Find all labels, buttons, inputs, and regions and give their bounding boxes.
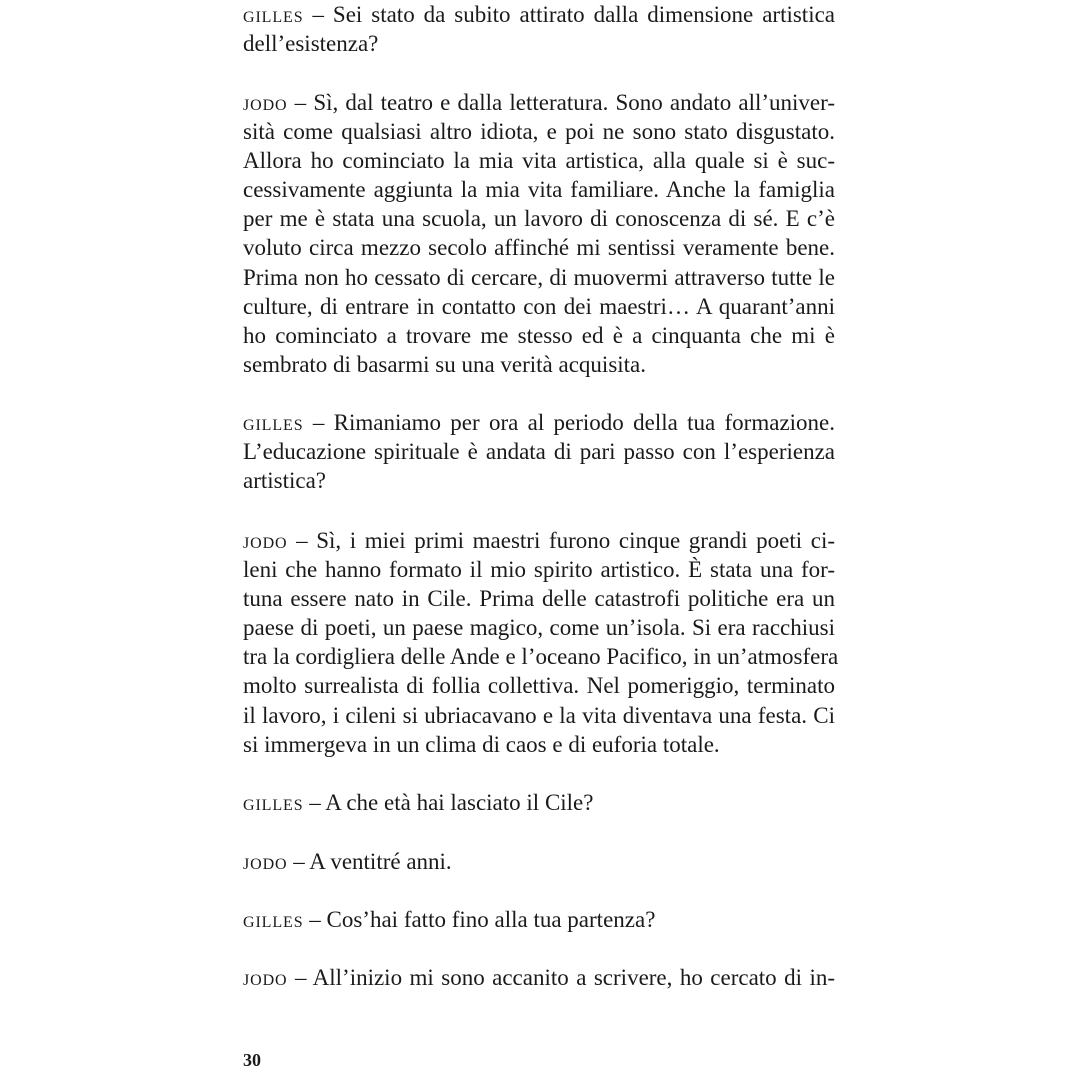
dash: – [312,2,324,27]
text-line: sembrato di basarmi su una verità acquisita. [243,351,647,377]
paragraph-text [243,788,835,817]
text-line: per me è stata una scuola, un lavoro di conoscenza di sé. E c’è [243,206,835,232]
speaker-name: jodo [243,528,288,553]
text-line: Allora ho cominciato la mia vita artistica, alla quale si è suc- [243,148,835,174]
text-line [243,788,835,817]
page-number: 30 [243,1050,261,1070]
dash: – [294,90,307,115]
text-line: sità come qualsiasi altro idiota, e poi ne sono stato disgustato. [243,119,835,145]
dialogue-paragraph [243,408,835,495]
speaker-name: gilles [243,410,304,435]
text-line: L’educazione spirituale è andata di pari passo con l’esperienza [243,439,835,465]
text-line: ho cominciato a trovare me stesso ed è a cinquanta che mi è [243,322,835,348]
dash: – [312,410,325,435]
line-text: Sì, dal teatro e dalla letteratura. Sono andato all’univer- [313,90,835,115]
line-text: Sì, i miei primi maestri furono cinque grandi poeti ci- [316,528,836,553]
speaker-name: gilles [243,2,304,27]
line-text: A ventitré anni. [309,849,452,874]
text-line: il lavoro, i cileni si ubriacavano e la vita diventava una festa. Ci [243,702,835,728]
line-text: Sei stato da subito attirato dalla dimensione artistica [332,2,836,27]
dialogue-paragraph [243,788,835,817]
paragraph-text [243,0,835,58]
speaker-name: jodo [243,90,288,115]
speaker-name: gilles [243,790,304,815]
text-line [243,526,835,555]
text-line: culture, di entrare in contatto con dei maestri… A quarant’anni [243,293,835,319]
text-line: paese di poeti, un paese magico, come un’isola. Si era racchiusi [243,615,835,641]
text-line [243,905,835,934]
text-line [243,408,835,437]
text-line: si immergeva in un clima di caos e di euforia totale. [243,731,720,757]
text-line: dell’esistenza? [243,31,379,57]
text-line: molto surrealista di follia collettiva. Nel pomeriggio, terminato [243,673,835,699]
line-text: All’inizio mi sono accanito a scrivere, ho cercato di in- [312,965,836,990]
dash: – [293,849,305,874]
text-line: artistica? [243,468,327,494]
dash: – [309,790,321,815]
dialogue-paragraph [243,963,835,992]
text-line: tuna essere nato in Cile. Prima delle catastrofi politiche era un [243,586,835,612]
text-line: Prima non ho cessato di cercare, di muovermi attraverso tutte le [243,264,835,290]
text-line [243,0,835,29]
dialogue-paragraph [243,88,835,379]
paragraph-text [243,963,835,992]
line-text: Rimaniamo per ora al periodo della tua formazione. [333,410,835,435]
text-line: tra la cordigliera delle Ande e l’oceano Pacifico, in un’atmosfera [243,644,839,670]
speaker-name: jodo [243,965,288,990]
paragraph-text [243,408,835,495]
text-line: voluto circa mezzo secolo affinché mi sentissi veramente bene. [243,235,835,261]
text-line [243,88,835,117]
dialogue-paragraph [243,0,835,58]
text-line [243,847,835,876]
text-line: cessivamente aggiunta la mia vita familiare. Anche la famiglia [243,177,835,203]
paragraph-text [243,526,839,759]
text-line [243,963,835,992]
paragraph-text [243,847,835,876]
speaker-name: jodo [243,849,288,874]
dialogue-paragraph [243,905,835,934]
line-text: Cos’hai fatto fino alla tua partenza? [326,907,656,932]
dash: – [309,907,321,932]
dash: – [296,528,308,553]
speaker-name: gilles [243,907,304,932]
paragraph-text [243,905,835,934]
paragraph-text [243,88,835,379]
dialogue-paragraph [243,847,835,876]
line-text: A che età hai lasciato il Cile? [325,790,594,815]
text-line: leni che hanno formato il mio spirito artistico. È stata una for- [243,557,835,583]
dash: – [294,965,307,990]
dialogue-paragraph [243,526,839,759]
